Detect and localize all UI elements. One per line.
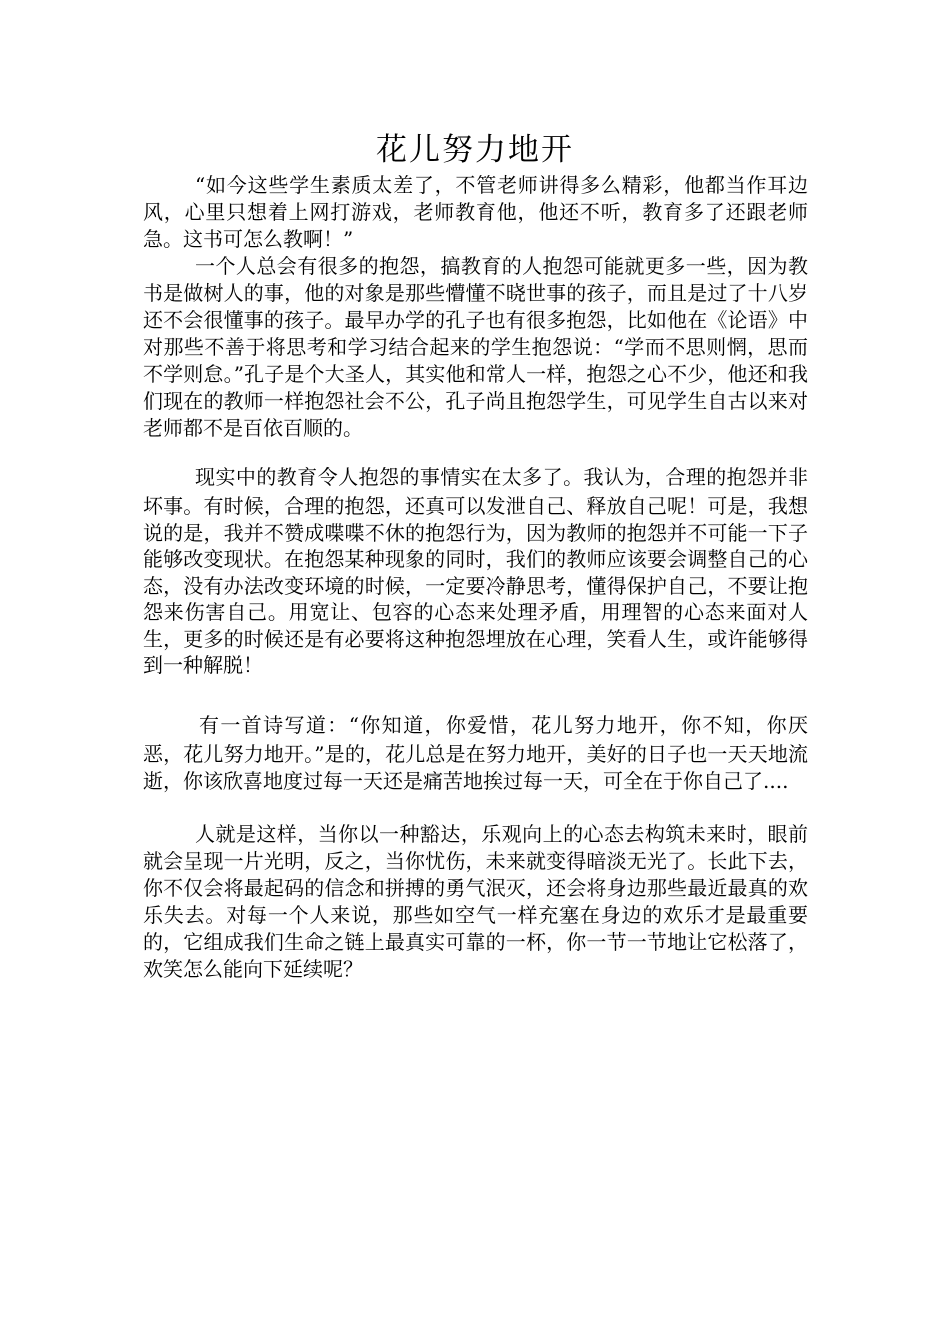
document-title: 花儿努力地开 [376,132,574,168]
paragraph-1: “如今这些学生素质太差了，不管老师讲得多么精彩，他都当作耳边风，心里只想着上网打游戏，老师教育他，他还不听，教育多了还跟老师急。这书可怎么教啊！” [143,173,808,251]
paragraph-4: 有一首诗写道：“你知道，你爱惜，花儿努力地开，你不知，你厌恶，花儿努力地开。”是的，花儿总是在努力地开，美好的日子也一天天地流逝，你该欣喜地度过每一天还是痛苦地挨过每一天，可全在于你自己了.... [143,713,808,793]
paragraph-5: 人就是这样，当你以一种豁达，乐观向上的心态去构筑未来时，眼前就会呈现一片光明，反之，当你忧伤，未来就变得暗淡无光了。长此下去，你不仅会将最起码的信念和拼搏的勇气泯灭，还会将身边那些最近最真的欢乐失去。对每一个人来说，那些如空气一样充塞在身边的欢乐才是最重要的，它组成我们生命之链上最真实可靠的一杯，你一节一节地让它松落了，欢笑怎么能向下延续呢？ [143,822,808,981]
paragraph-3: 现实中的教育令人抱怨的事情实在太多了。我认为，合理的抱怨并非坏事。有时候，合理的抱怨，还真可以发泄自己、释放自己呢！可是，我想说的是，我并不赞成喋喋不休的抱怨行为，因为教师的抱怨并不可能一下子能够改变现状。在抱怨某种现象的同时，我们的教师应该要会调整自己的心态，没有办法改变环境的时候，一定要冷静思考，懂得保护自己，不要让抱怨来伤害自己。用宽让、包容的心态来处理矛盾，用理智的心态来面对人生，更多的时候还是有必要将这种抱怨埋放在心理，笑看人生，或许能够得到一种解脱！ [143,465,808,677]
paragraph-2: 一个人总会有很多的抱怨，搞教育的人抱怨可能就更多一些，因为教书是做树人的事，他的对象是那些懵懂不晓世事的孩子，而且是过了十八岁还不会很懂事的孩子。最早办学的孔子也有很多抱怨，比如他在《论语》中对那些不善于将思考和学习结合起来的学生抱怨说：“学而不思则惘，思而不学则怠。”孔子是个大圣人，其实他和常人一样，抱怨之心不少，他还和我们现在的教师一样抱怨社会不公，孔子尚且抱怨学生，可见学生自古以来对老师都不是百依百顺的。 [143,254,808,440]
